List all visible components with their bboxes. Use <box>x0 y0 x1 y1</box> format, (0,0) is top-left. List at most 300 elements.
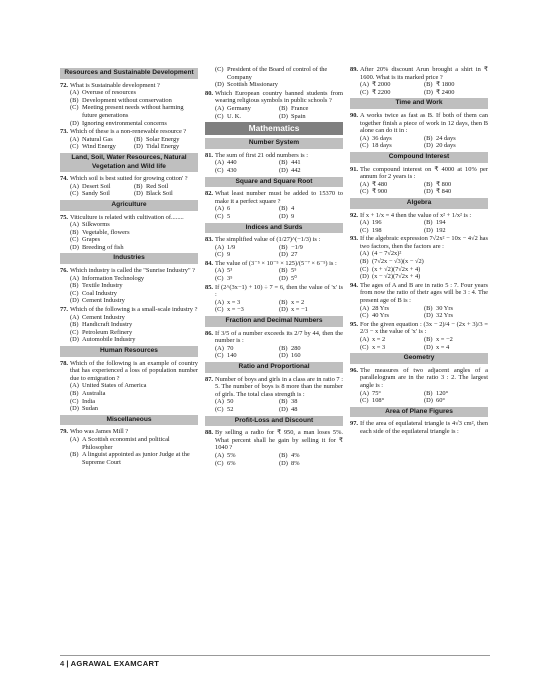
option-row <box>70 451 198 466</box>
option-text: Spain <box>291 112 306 120</box>
question-item <box>60 175 198 198</box>
question-text: Which soil is best suited for growing cotton' ? <box>70 175 188 183</box>
option-text: 192 <box>436 226 446 234</box>
option-cell <box>360 219 424 227</box>
option-letter: (A) <box>70 274 79 282</box>
option-letter: (C) <box>360 188 369 196</box>
option-letter: (B) <box>424 134 433 142</box>
question-item <box>350 367 488 405</box>
question-number: 91. <box>350 165 358 173</box>
option-letter: (B) <box>70 282 79 290</box>
option-text: Coal Industry <box>82 289 117 297</box>
option-letter: (A) <box>360 180 369 188</box>
section-header: Compound Interest <box>350 152 488 163</box>
option-letter: (B) <box>424 389 433 397</box>
option-text: ₹ 840 <box>436 188 452 196</box>
option-letter: (C) <box>70 236 79 244</box>
option-cell <box>279 306 343 314</box>
option-list <box>60 275 198 305</box>
option-text: 30 Yrs <box>436 304 453 312</box>
option-letter: (D) <box>424 88 433 96</box>
option-letter: (B) <box>424 336 433 343</box>
option-cell <box>360 344 424 352</box>
option-grid <box>205 398 343 413</box>
option-row <box>70 382 198 390</box>
question-stem <box>350 282 488 305</box>
question-item <box>205 376 343 414</box>
option-grid <box>205 105 343 120</box>
option-text: 27 <box>291 251 298 259</box>
question-stem <box>205 190 343 205</box>
question-stem <box>205 90 343 105</box>
section-header: Profit-Loss and Discount <box>205 416 343 427</box>
question-stem <box>60 428 198 436</box>
option-letter: (A) <box>360 219 369 227</box>
option-letter: (D) <box>215 81 224 89</box>
question-text: For the given equation : (3x − 2)/4 − (2x + 3)/3 = 2/3 − x the value of 'x' is : <box>360 320 488 336</box>
question-number: 75. <box>60 213 68 221</box>
question-stem <box>350 367 488 390</box>
option-letter: (C) <box>70 104 79 112</box>
option-text: Information Technology <box>82 274 145 282</box>
option-letter: (C) <box>70 143 79 151</box>
option-row <box>70 275 198 283</box>
option-letter: (A) <box>70 435 79 443</box>
option-row <box>70 229 198 237</box>
option-text: 32 Yrs <box>436 312 453 320</box>
question-stem <box>60 175 198 183</box>
question-item <box>350 66 488 96</box>
option-text: −1/9 <box>291 243 303 251</box>
option-cell <box>424 227 488 235</box>
option-text: Ignoring environmental concerns <box>82 119 167 127</box>
option-cell <box>215 267 279 275</box>
option-letter: (D) <box>279 405 288 413</box>
option-cell <box>70 190 134 198</box>
option-letter: (B) <box>70 96 79 104</box>
option-letter: (A) <box>70 135 79 143</box>
option-letter: (D) <box>134 190 143 198</box>
option-text: 5 <box>227 212 231 220</box>
question-text: If the algebraic expression 7√2x² − 10x − 4√2 has two factors, then the factors are : <box>360 235 488 250</box>
option-text: 9 <box>291 212 295 220</box>
option-letter: (C) <box>360 265 369 273</box>
question-item <box>350 321 488 351</box>
option-text: Red Soil <box>146 182 169 190</box>
question-stem <box>60 128 198 136</box>
option-letter: (C) <box>215 352 224 360</box>
option-text: 194 <box>436 219 446 227</box>
option-cell <box>279 299 343 307</box>
option-cell <box>215 159 279 167</box>
question-stem <box>205 260 343 268</box>
option-letter: (A) <box>360 134 369 142</box>
question-stem <box>60 306 198 314</box>
option-text: 24 days <box>436 134 456 142</box>
option-text: 9 <box>227 251 231 259</box>
option-text: 75° <box>372 389 381 397</box>
question-number: 74. <box>60 175 68 183</box>
option-list <box>60 221 198 251</box>
option-text: (x − √2)(7√2x + 4) <box>372 273 421 281</box>
option-cell <box>360 390 424 398</box>
option-row <box>70 282 198 290</box>
question-item <box>350 212 488 235</box>
option-letter: (C) <box>215 459 224 467</box>
option-cell <box>279 345 343 353</box>
question-item <box>205 330 343 360</box>
option-letter: (C) <box>215 405 224 413</box>
option-letter: (B) <box>134 182 143 190</box>
option-letter: (A) <box>70 89 79 97</box>
option-grid <box>205 452 343 467</box>
option-text: Meeting present needs without harming future generations <box>82 104 184 119</box>
option-text: 1/9 <box>227 243 236 251</box>
option-text: ₹ 480 <box>372 180 388 188</box>
option-text: 38 <box>291 398 298 406</box>
option-cell <box>424 188 488 196</box>
option-letter: (D) <box>279 275 288 283</box>
option-cell <box>215 306 279 314</box>
option-row <box>70 314 198 322</box>
question-stem <box>350 235 488 250</box>
option-text: 108° <box>372 397 385 405</box>
option-text: Automobile Industry <box>82 336 136 344</box>
option-text: Australia <box>82 389 106 397</box>
option-list <box>205 66 343 89</box>
option-letter: (D) <box>279 212 288 220</box>
option-text: 6 <box>227 205 231 213</box>
option-letter: (B) <box>279 243 288 251</box>
option-letter: (A) <box>360 81 369 89</box>
page-footer <box>60 655 490 668</box>
option-letter: (C) <box>215 251 224 259</box>
option-cell <box>360 312 424 320</box>
option-letter: (B) <box>279 451 288 459</box>
option-text: Development without conservation <box>82 96 172 104</box>
option-text: 18 days <box>372 142 392 150</box>
question-text: The ages of A and B are in ratio 5 : 7. Four years from now the ratio of their ages will be 3 : 4. The present age of B is : <box>360 281 488 305</box>
section-header: Indices and Surds <box>205 223 343 234</box>
option-text: ₹ 2400 <box>436 88 455 96</box>
option-cell <box>134 136 198 144</box>
question-stem <box>350 66 488 81</box>
question-number: 92. <box>350 211 358 219</box>
option-letter: (D) <box>279 166 288 174</box>
option-grid <box>205 244 343 259</box>
option-grid <box>60 136 198 151</box>
section-header: Geometry <box>350 353 488 364</box>
option-text: 5³ <box>227 267 233 275</box>
option-cell <box>424 219 488 227</box>
option-row <box>215 81 343 89</box>
option-row <box>70 290 198 298</box>
option-letter: (C) <box>215 306 224 314</box>
option-text: Silkworms <box>82 221 110 229</box>
question-stem <box>350 212 488 220</box>
option-cell <box>279 167 343 175</box>
question-item <box>60 306 198 344</box>
option-text: Tidal Energy <box>146 143 180 151</box>
section-header: Mathematics <box>205 122 343 135</box>
question-item <box>60 128 198 151</box>
option-row <box>70 390 198 398</box>
option-grid <box>205 159 343 174</box>
option-text: 140 <box>227 352 237 360</box>
option-cell <box>70 183 134 191</box>
option-cell <box>279 105 343 113</box>
option-text: Textile Industry <box>82 282 123 290</box>
column-1 <box>60 66 198 467</box>
section-header: Fraction and Decimal Numbers <box>205 316 343 327</box>
question-number: 85. <box>205 283 213 291</box>
page-number: 4 <box>60 659 65 668</box>
section-header: Time and Work <box>350 98 488 109</box>
option-text: x = −1 <box>291 306 308 314</box>
question-text: Which of these is a non-renewable resource ? <box>70 128 187 136</box>
option-letter: (C) <box>360 343 369 351</box>
option-text: x = −2 <box>436 336 453 343</box>
option-cell <box>215 460 279 468</box>
option-text: 52 <box>227 405 234 413</box>
option-letter: (B) <box>279 159 288 167</box>
option-list <box>60 314 198 344</box>
question-item <box>205 260 343 283</box>
question-text: By selling a radio for ₹ 950, a man loses 5%. What percent shall he gain by selling it for ₹ 1040 ? <box>215 429 343 452</box>
option-text: ₹ 2200 <box>372 88 391 96</box>
question-text: A works twice as fast as B. If both of them can together finish a piece of work in 12 days, then B alone can do it in : <box>360 111 488 135</box>
option-letter: (C) <box>70 397 79 405</box>
question-text: The value of (3⁻⁵ × 10⁻⁵ × 125)/(5⁻⁷ × 6⁻⁵) is : <box>215 259 337 267</box>
option-cell <box>424 305 488 313</box>
option-letter: (A) <box>70 382 79 390</box>
question-number: 77. <box>60 306 68 314</box>
option-letter: (C) <box>360 142 369 150</box>
section-header: Agriculture <box>60 200 198 211</box>
option-text: India <box>82 397 96 405</box>
option-letter: (D) <box>70 243 79 251</box>
option-list <box>60 382 198 412</box>
option-list <box>60 89 198 127</box>
question-item <box>205 66 343 89</box>
question-stem <box>205 429 343 452</box>
option-text: x = 3 <box>227 298 241 306</box>
brand-logo-text: AGRAWAL EXAMCART <box>70 659 160 668</box>
option-letter: (A) <box>70 313 79 321</box>
option-cell <box>70 143 134 151</box>
question-item <box>60 360 198 413</box>
question-number: 80. <box>205 89 213 97</box>
question-text: Number of boys and girls in a class are in ratio 7 : 5. The number of boys is 8 more than the number of girls. The total class strength is : <box>215 375 343 398</box>
question-number: 88. <box>205 429 213 437</box>
question-text: The sum of first 21 odd numbers is : <box>215 151 309 159</box>
question-text: If (2^(3x−1) + 10) ÷ 7 = 6, then the value of 'x' is : <box>215 283 343 299</box>
option-text: Grapes <box>82 236 101 244</box>
option-cell <box>279 244 343 252</box>
option-letter: (C) <box>360 88 369 96</box>
option-text: 36 days <box>372 134 392 142</box>
option-cell <box>215 275 279 283</box>
section-header: Resources and Sustainable Development <box>60 68 198 79</box>
question-stem <box>60 360 198 383</box>
option-letter: (C) <box>360 397 369 405</box>
question-item <box>350 420 488 435</box>
option-cell <box>70 136 134 144</box>
question-item <box>60 428 198 466</box>
option-cell <box>360 397 424 405</box>
section-header: Ratio and Proportional <box>205 362 343 373</box>
question-number: 82. <box>205 190 213 198</box>
option-row <box>70 244 198 252</box>
option-letter: (A) <box>70 182 79 190</box>
section-header: Area of Plane Figures <box>350 407 488 418</box>
option-grid <box>205 267 343 282</box>
question-item <box>350 166 488 196</box>
option-text: Breeding of fish <box>82 243 124 251</box>
option-row <box>360 273 488 281</box>
section-header: Number System <box>205 138 343 149</box>
option-text: x = −3 <box>227 306 244 314</box>
question-number: 76. <box>60 267 68 275</box>
question-number: 93. <box>350 235 358 243</box>
option-text: 4 <box>291 205 295 213</box>
question-number: 73. <box>60 128 68 136</box>
option-text: 442 <box>291 166 301 174</box>
question-stem <box>350 112 488 135</box>
option-text: Handicraft Industry <box>82 321 133 329</box>
option-letter: (D) <box>424 188 433 196</box>
option-text: A Scottish economist and political Philosopher <box>82 435 170 451</box>
option-row <box>70 89 198 97</box>
option-text: Overuse of resources <box>82 89 136 97</box>
option-text: Sudan <box>82 405 98 413</box>
option-row <box>360 258 488 266</box>
option-row <box>70 120 198 128</box>
option-letter: (D) <box>424 397 433 405</box>
option-cell <box>215 244 279 252</box>
option-row <box>70 104 198 119</box>
option-text: ₹ 900 <box>372 188 388 196</box>
option-cell <box>360 305 424 313</box>
question-number: 95. <box>350 320 358 328</box>
question-text: What least number must be added to 15370 to make it a perfect square ? <box>215 190 343 205</box>
option-text: ₹ 2000 <box>372 81 391 89</box>
question-text: Which of the following is an example of country that has experienced a loss of population number due to emigration ? <box>70 359 198 382</box>
question-text: After 20% discount Arun brought a shirt in ₹ 1600. What is its marked price ? <box>360 66 488 81</box>
question-number: 87. <box>205 375 213 383</box>
option-text: 3⁵ <box>227 275 233 283</box>
option-letter: (A) <box>360 250 369 258</box>
option-letter: (C) <box>70 328 79 336</box>
option-letter: (B) <box>279 344 288 352</box>
option-letter: (C) <box>215 112 224 120</box>
question-number: 86. <box>205 329 213 337</box>
question-item <box>60 267 198 305</box>
option-letter: (A) <box>215 205 224 213</box>
option-letter: (B) <box>70 451 79 459</box>
option-letter: (B) <box>70 321 79 329</box>
question-item <box>205 90 343 120</box>
option-cell <box>360 142 424 150</box>
option-cell <box>215 299 279 307</box>
option-grid <box>350 219 488 234</box>
option-grid <box>60 183 198 198</box>
option-cell <box>279 251 343 259</box>
question-number: 89. <box>350 66 358 73</box>
option-letter: (B) <box>424 180 433 188</box>
option-cell <box>215 213 279 221</box>
option-letter: (D) <box>70 297 79 305</box>
option-text: United States of America <box>82 382 147 390</box>
question-item <box>60 82 198 128</box>
option-letter: (B) <box>279 205 288 213</box>
option-text: ₹ 1800 <box>436 81 455 89</box>
option-text: x = 2 <box>372 336 386 343</box>
option-letter: (D) <box>279 352 288 360</box>
question-number: 78. <box>60 359 68 367</box>
option-text: 4% <box>291 451 300 459</box>
question-stem <box>205 376 343 399</box>
section-header: Industries <box>60 253 198 264</box>
option-text: Natural Gas <box>82 135 113 143</box>
option-cell <box>279 406 343 414</box>
option-letter: (D) <box>424 343 433 351</box>
option-cell <box>424 397 488 405</box>
option-text: 70 <box>227 344 234 352</box>
question-number: 96. <box>350 366 358 374</box>
option-cell <box>360 227 424 235</box>
option-text: Petroleum Refinery <box>82 328 133 336</box>
option-text: 280 <box>291 344 301 352</box>
section-header: Human Resources <box>60 346 198 357</box>
option-row <box>70 321 198 329</box>
option-letter: (A) <box>360 336 369 343</box>
option-letter: (A) <box>215 398 224 406</box>
question-number: 90. <box>350 111 358 119</box>
option-cell <box>424 344 488 352</box>
option-cell <box>360 89 424 97</box>
option-row <box>70 297 198 305</box>
question-text: Viticulture is related with cultivation of........ <box>70 213 184 221</box>
question-text: If 3/5 of a number exceeds its 2/7 by 44, then the number is : <box>215 329 343 345</box>
option-text: President of the Board of control of the Company <box>227 66 328 81</box>
option-text: 6% <box>227 459 236 467</box>
option-text: France <box>291 104 309 112</box>
option-letter: (D) <box>360 273 369 281</box>
option-letter: (D) <box>424 312 433 320</box>
option-cell <box>215 105 279 113</box>
option-grid <box>350 181 488 196</box>
question-text: What is Sustainable development ? <box>70 81 160 89</box>
option-cell <box>279 460 343 468</box>
option-letter: (B) <box>70 228 79 236</box>
option-cell <box>215 113 279 121</box>
option-text: Sandy Soil <box>82 190 110 198</box>
section-header: Square and Square Root <box>205 177 343 188</box>
section-header: Land, Soil, Water Resources, Natural Vegetation and Wild life <box>60 153 198 172</box>
option-cell <box>279 267 343 275</box>
option-text: Germany <box>227 104 251 112</box>
option-letter: (D) <box>424 226 433 234</box>
option-letter: (A) <box>215 104 224 112</box>
question-number: 94. <box>350 281 358 289</box>
option-letter: (D) <box>70 336 79 344</box>
option-text: Cement Industry <box>82 297 125 305</box>
option-letter: (B) <box>279 398 288 406</box>
question-item <box>205 152 343 175</box>
option-cell <box>134 183 198 191</box>
option-letter: (D) <box>70 119 79 127</box>
